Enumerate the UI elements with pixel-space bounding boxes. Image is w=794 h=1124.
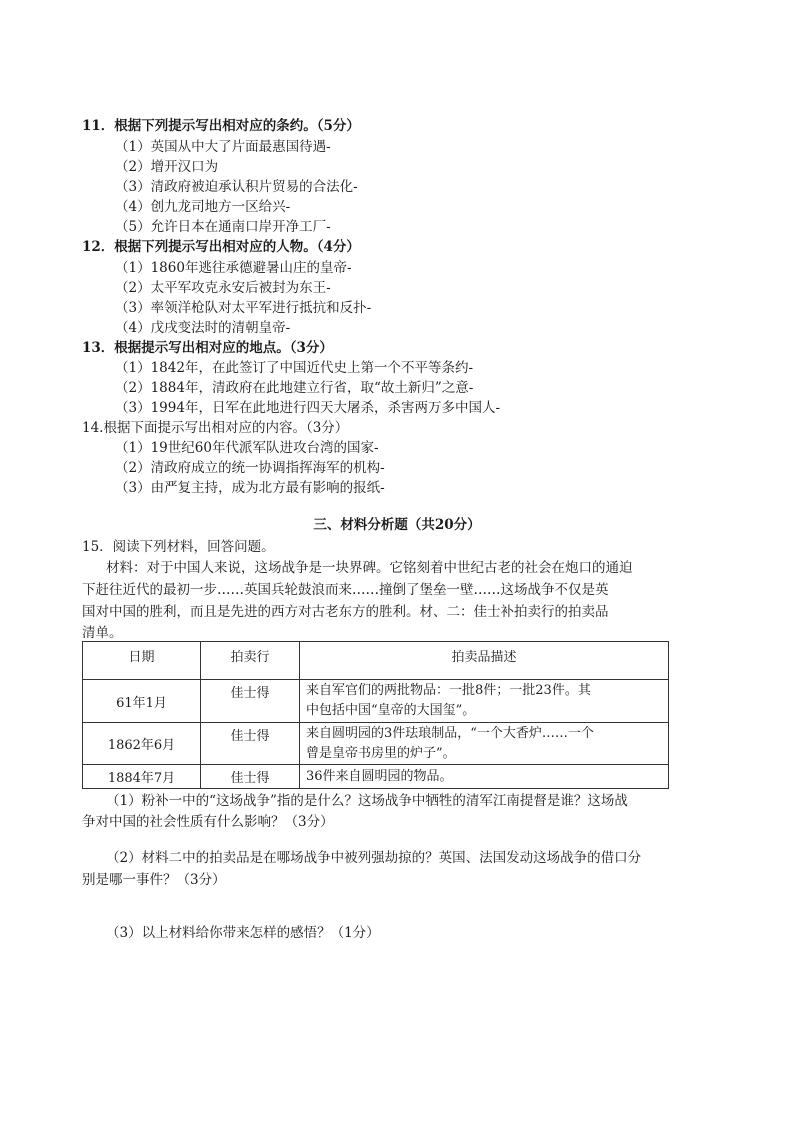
header-auction-house: 拍卖行 — [201, 642, 300, 680]
question-11-item-2: （2）增开汉口为 — [115, 159, 219, 175]
question-11-item-1: （1）英国从中大了片面最惠国待遇- — [115, 139, 331, 155]
row-description — [300, 723, 669, 765]
row-date: 61年1月 — [83, 680, 201, 723]
material-line-3: 国对中国的胜利，而且是先进的西方对古老东方的胜利。材、二：佳士补拍卖行的拍卖品 — [82, 604, 609, 620]
question-13-item-3: （3）1994年，日军在此地进行四天大屠杀，杀害两万多中国人- — [115, 400, 501, 416]
question-14-item-3: （3）由严复主持，成为北方最有影响的报纸- — [115, 480, 385, 496]
table-row — [83, 723, 669, 765]
row-auction-house: 佳士得 — [201, 765, 300, 789]
material-line-4: 清单。 — [82, 625, 123, 641]
row-date: 1862年6月 — [83, 723, 201, 765]
question-12-item-4: （4）戊戌变法时的清朝皇帝- — [115, 320, 291, 336]
row-description-line: 36件来自圆明园的物品。 — [306, 768, 453, 784]
row-description-line: 来自圆明园的3件珐琅制品，“一个大香炉……一个 — [306, 725, 594, 741]
question-12-item-1: （1）1860年逃往承德避暑山庄的皇帝- — [115, 260, 352, 276]
question-14-item-2: （2）清政府成立的统一协调指挥海军的机构- — [115, 460, 385, 476]
sub-question-1-line-2: 争对中国的社会性质有什么影响？（3分） — [82, 814, 334, 830]
row-auction-house: 佳士得 — [201, 680, 300, 723]
row-description — [300, 680, 669, 723]
table-row — [83, 680, 669, 723]
material-line-1: 材料：对于中国人来说，这场战争是一块界碑。它铭刻着中世纪古老的社会在炮口的通迫 — [106, 560, 633, 576]
row-description-line: 来自军官们的两批物品：一批8件；一批23件。其 — [306, 683, 591, 698]
question-15-title: 15．阅读下列材料，回答问题。 — [82, 539, 275, 555]
sub-question-2-line-2: 别是哪一事件？（3分） — [82, 872, 226, 888]
question-11-item-4: （4）创九龙司地方一区给兴- — [115, 199, 291, 215]
header-date: 日期 — [83, 642, 201, 680]
question-12-item-2: （2）太平军攻克永安后被封为东王- — [115, 280, 331, 296]
sub-question-1-line-1: （1）粉补一中的“这场战争”指的是什么？这场战争中牺牲的清军江南提督是谁？这场战 — [106, 793, 628, 809]
row-auction-house: 佳士得 — [201, 723, 300, 765]
row-date: 1884年7月 — [83, 765, 201, 789]
question-14-item-1: （1）19世纪60年代派军队进攻台湾的国家- — [115, 440, 379, 456]
sub-question-2-line-1: （2）材料二中的拍卖品是在哪场战争中被列强劫掠的？英国、法国发动这场战争的借口分 — [106, 850, 642, 866]
question-13-item-1: （1）1842年，在此签订了中国近代史上第一个不平等条约- — [115, 360, 474, 376]
header-description: 拍卖品描述 — [300, 642, 669, 680]
section-3-title: 三、材料分析题（共20分） — [313, 517, 481, 533]
question-14-title: 14.根据下面提示写出相对应的内容。（3分） — [82, 420, 349, 436]
table-row — [83, 765, 669, 789]
row-description-line: 中包括中国“皇帝的大国玺”。 — [306, 703, 476, 718]
question-11-item-3: （3）清政府被迫承认积片贸易的合法化- — [115, 179, 358, 195]
question-12-title: 12．根据下列提示写出相对应的人物。（4分） — [82, 239, 360, 255]
table-header-row — [83, 642, 669, 680]
question-13-item-2: （2）1884年，清政府在此地建立行省，取“故土新归”之意- — [115, 380, 474, 396]
question-12-item-3: （3）率领洋枪队对太平军进行抵抗和反扑- — [115, 300, 372, 316]
question-11-item-5: （5）允许日本在通南口岸开净工厂- — [115, 219, 331, 235]
material-line-2: 下赶往近代的最初一步……英国兵轮鼓浪而来……撞倒了堡垒一壁……这场战争不仅是英 — [82, 582, 609, 598]
question-13-title: 13．根据提示写出相对应的地点。（3分） — [82, 340, 333, 356]
row-description — [300, 765, 669, 789]
auction-table — [82, 641, 669, 789]
row-description-line: 曾是皇帝书房里的炉子”。 — [306, 745, 456, 761]
question-11-title: 11．根据下列提示写出相对应的条约。（5分） — [82, 118, 360, 134]
sub-question-3: （3）以上材料给你带来怎样的感悟？（1分） — [106, 925, 380, 941]
